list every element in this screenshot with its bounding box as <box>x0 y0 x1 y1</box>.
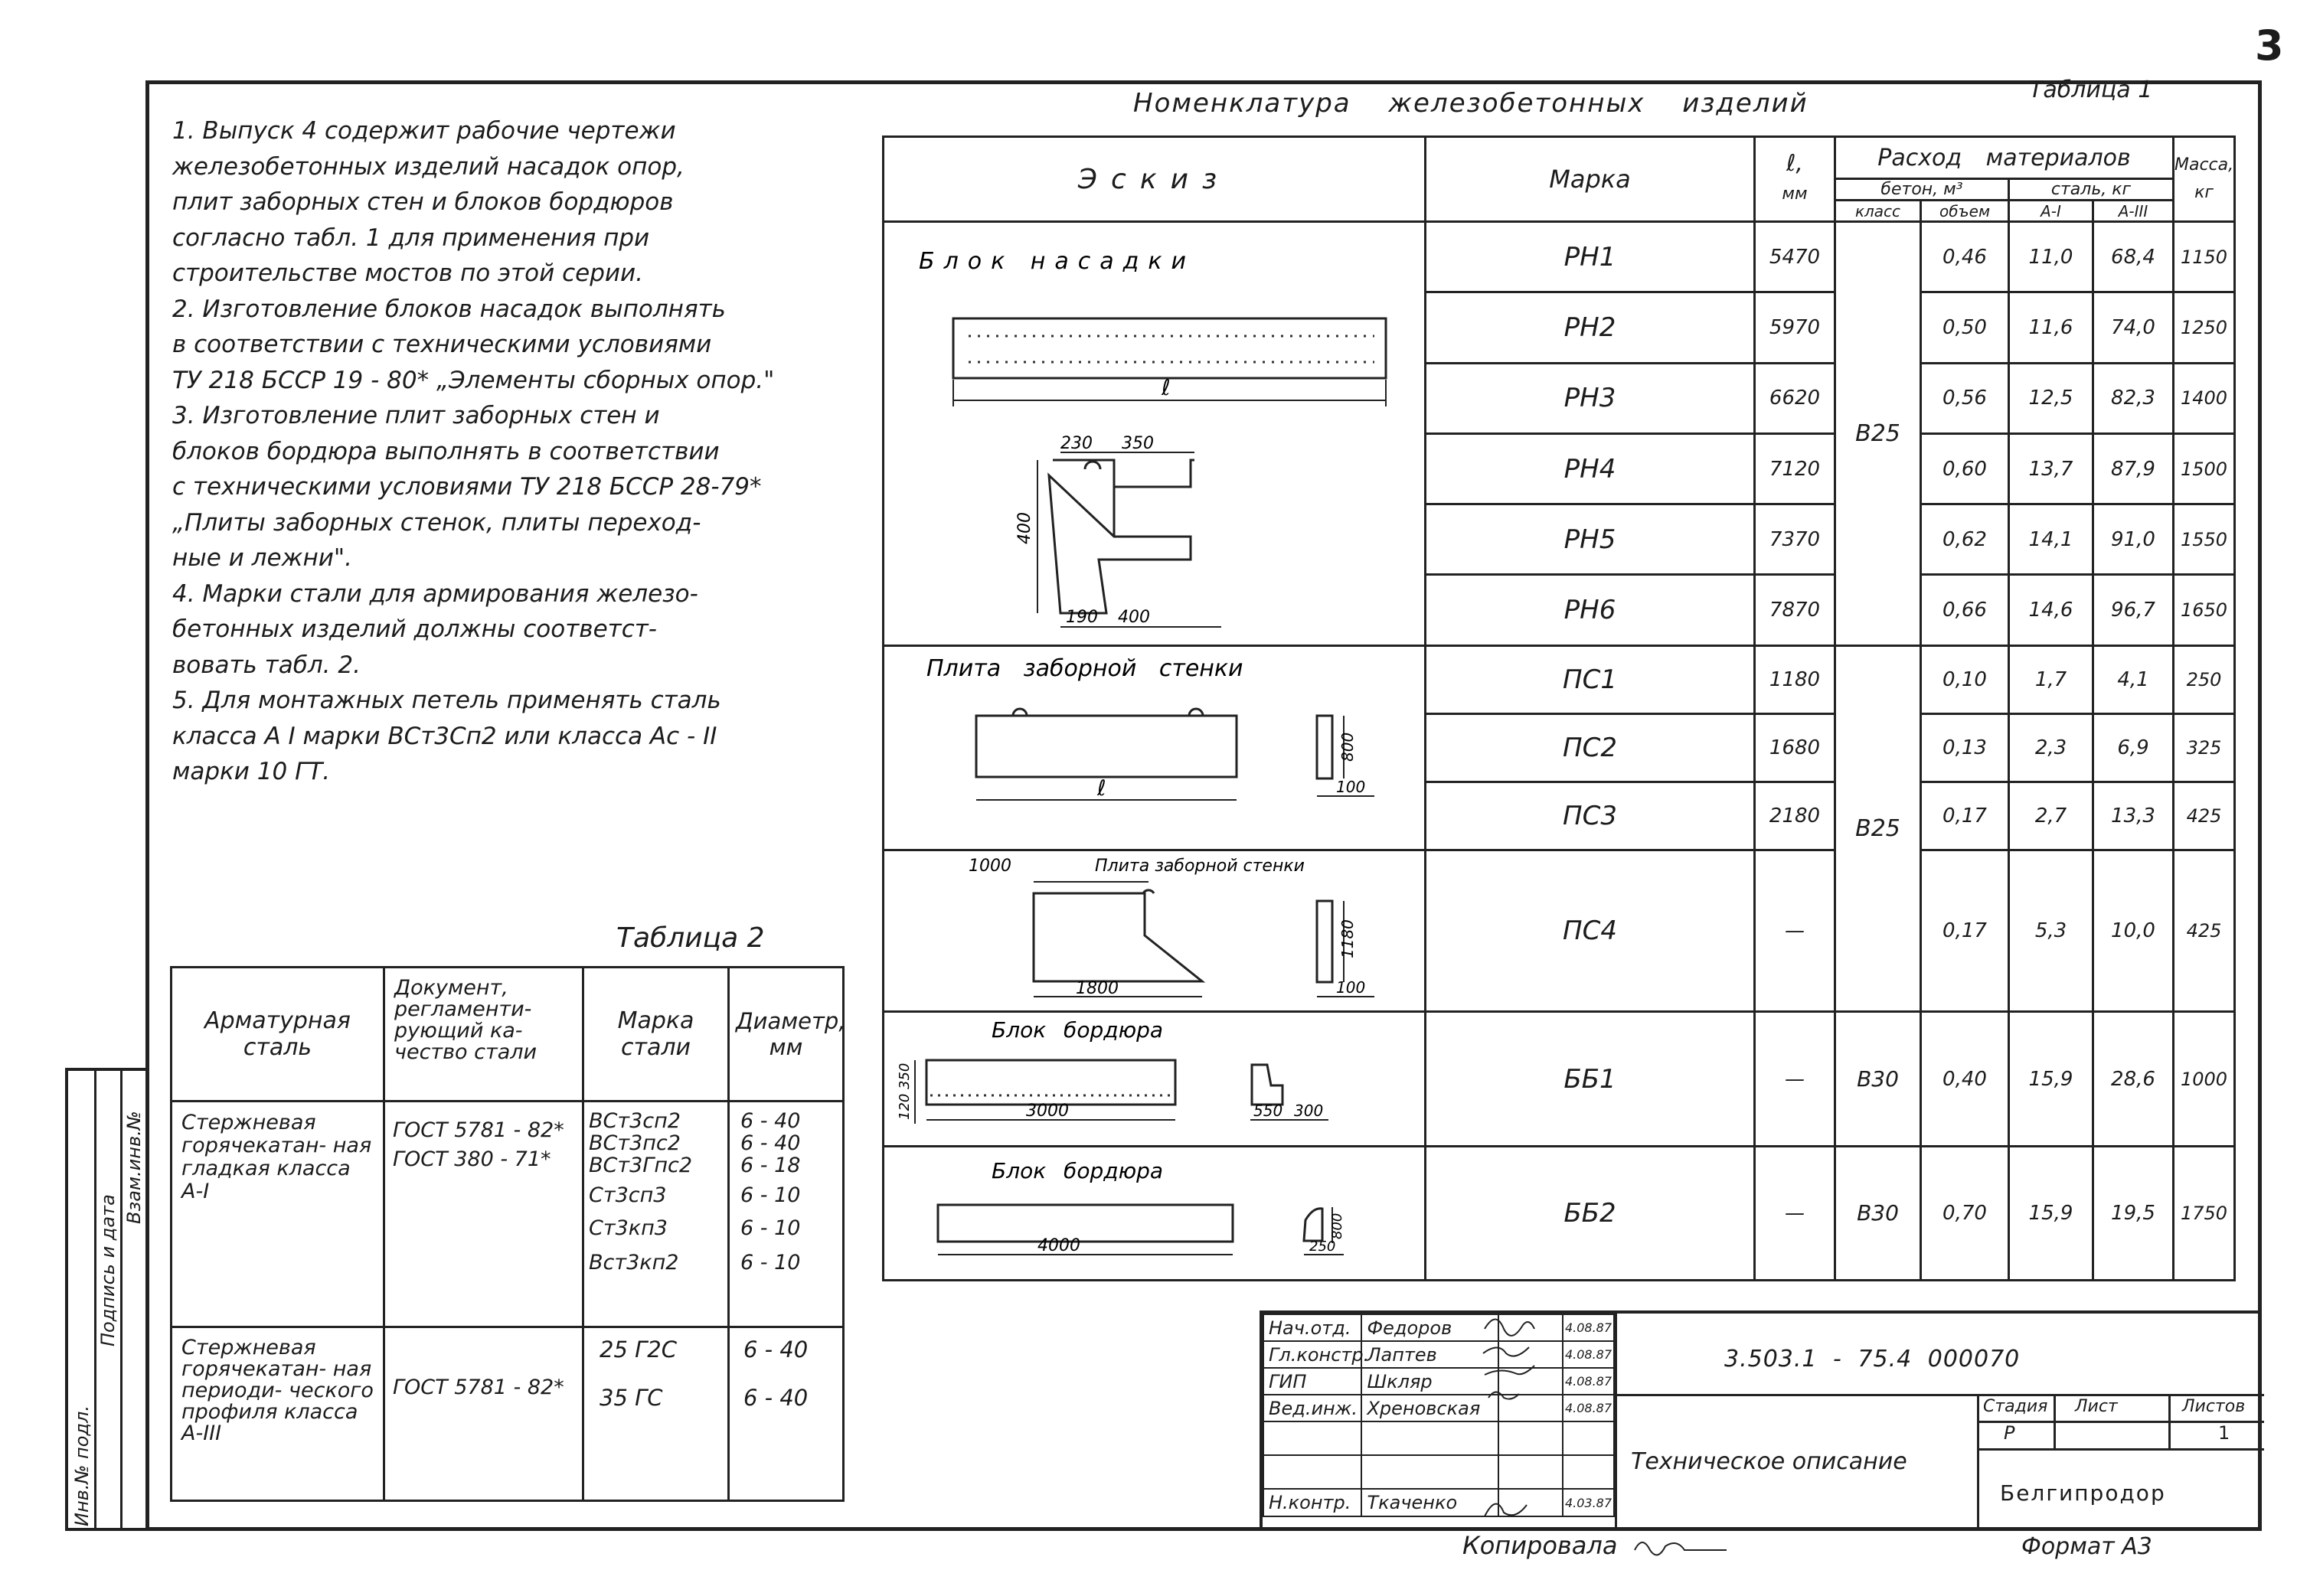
note-line: бетонных изделий должны соответст- <box>172 615 657 643</box>
t1-mass: 1250 <box>2174 292 2235 363</box>
t1-mass: 1550 <box>2174 504 2235 575</box>
stamp-role: Н.контр. <box>1263 1489 1361 1516</box>
t1-a3: 4,1 <box>2093 645 2174 713</box>
note-line: согласно табл. 1 для применения при <box>172 224 650 252</box>
sketch-title-ps: Плита заборной стенки <box>926 654 1243 682</box>
table2-cell-steel: Стержневая горячекатан- ная гладкая класса А-I <box>172 1102 384 1327</box>
t1-a3: 82,3 <box>2093 363 2174 433</box>
stamp-name: Лаптев <box>1361 1341 1498 1368</box>
t1-a1: 12,5 <box>2009 363 2093 433</box>
table2-mark: 35 ГС <box>600 1385 663 1411</box>
t1-header-concrete: бетон, м³ <box>1835 179 2009 201</box>
t1-mark: ПС1 <box>1426 645 1755 713</box>
table2-header-doc: Документ, регламенти- рующий ка- чество стали <box>384 968 583 1102</box>
table2-header-mark: Марка стали <box>583 968 729 1102</box>
t1-a3: 74,0 <box>2093 292 2174 363</box>
t1-class: В25 <box>1835 645 1921 1012</box>
signature-scribbles <box>1477 1306 1538 1528</box>
note-line: плит заборных стен и блоков бордюров <box>172 188 674 216</box>
table2-cell-steel: Стержневая горячекатан- ная периоди- ческого профиля класса А-III <box>172 1327 384 1501</box>
note-line: вовать табл. 2. <box>172 651 361 679</box>
t1-mark: РН6 <box>1426 575 1755 645</box>
sketch-bb2-len: 4000 <box>1037 1235 1080 1255</box>
side-strip <box>65 1068 145 1531</box>
sketch-rn-d3: 400 <box>1015 512 1034 545</box>
stamp-sheet-header: Лист <box>2075 1397 2118 1416</box>
table2-cell-doc: ГОСТ 5781 - 82* <box>384 1327 583 1501</box>
table2-mark: Ст3кп3 <box>589 1216 668 1240</box>
sketch-ps4-title-visible: Плита заборной стенки <box>1095 857 1305 876</box>
sketch-rn-d1: 230 <box>1060 434 1093 454</box>
t1-a1: 11,0 <box>2009 222 2093 292</box>
stamp-name: Федоров <box>1361 1314 1498 1341</box>
sketch-ps <box>884 647 1424 849</box>
t1-header-consumption: Расход материалов <box>1835 137 2174 179</box>
note-line: „Плиты заборных стенок, плиты переход- <box>172 508 701 537</box>
stamp-name: Хреновская <box>1361 1395 1498 1421</box>
t1-a3: 6,9 <box>2093 713 2174 782</box>
t1-a1: 11,6 <box>2009 292 2093 363</box>
sketch-title-rn: Блок насадки <box>919 248 1196 276</box>
title-block <box>1260 1310 2259 1529</box>
t1-class: В30 <box>1835 1012 1921 1146</box>
copy-signature <box>1631 1531 1730 1562</box>
note-line: строительстве мостов по этой серии. <box>172 259 644 287</box>
t1-mass: 1650 <box>2174 575 2235 645</box>
table2-diam: 6 - 18 <box>740 1154 801 1177</box>
sketch-ps4-t: 100 <box>1336 978 1366 997</box>
side-label-replace: Взам.инв.№ <box>123 1111 145 1224</box>
t1-mark: ПС3 <box>1426 782 1755 850</box>
sketch-bb2 <box>884 1147 1424 1279</box>
sketch-rn-d4: 190 <box>1066 608 1098 628</box>
sketch-rn-d5: 400 <box>1118 608 1150 628</box>
note-line: 4. Марки стали для армирования железо- <box>172 579 698 608</box>
side-label-inv: Инв.№ подл. <box>71 1405 93 1526</box>
sketch-bb1-a: 120 <box>897 1094 913 1121</box>
t1-mass: 425 <box>2174 850 2235 1012</box>
table2-header-diam: Диаметр, мм <box>729 968 844 1102</box>
t1-a3: 13,3 <box>2093 782 2174 850</box>
note-line: с техническими условиями ТУ 218 БССР 28-79* <box>172 473 762 501</box>
t1-header-volume: объем <box>1921 201 2009 222</box>
table1-caption: Номенклатура железобетонных изделий <box>1133 88 1809 119</box>
t1-volume: 0,50 <box>1921 292 2009 363</box>
stamp-code: 3.503.1 - 75.4 000070 <box>1724 1346 2021 1372</box>
t1-volume: 0,70 <box>1921 1146 2009 1280</box>
table2-diam: 6 - 10 <box>740 1251 801 1275</box>
t1-mass: 1400 <box>2174 363 2235 433</box>
t1-length: 2180 <box>1755 782 1835 850</box>
table2-cell-doc: ГОСТ 5781 - 82* ГОСТ 380 - 71* <box>384 1102 583 1327</box>
table2-diam: 6 - 40 <box>740 1131 801 1155</box>
t1-a1: 14,6 <box>2009 575 2093 645</box>
stamp-sheets-header: Листов <box>2182 1397 2246 1416</box>
sketch-ps-t: 100 <box>1336 777 1366 796</box>
t1-header-mass-unit: кг <box>2194 183 2214 203</box>
stamp-role: Гл.констр. <box>1263 1341 1361 1368</box>
t1-header-mark: Марка <box>1426 137 1755 222</box>
t1-header-a1: А-I <box>2009 201 2093 222</box>
note-line: 1. Выпуск 4 содержит рабочие чертежи <box>172 117 676 145</box>
sketch-ps-l: ℓ <box>1097 775 1106 801</box>
format-label: Формат А3 <box>2021 1533 2152 1560</box>
t1-mark: ББ1 <box>1426 1012 1755 1146</box>
t1-length: — <box>1755 1146 1835 1280</box>
table2-mark: ВСт3Гпс2 <box>589 1154 692 1177</box>
table2-header-steel: Арматурная сталь <box>172 968 384 1102</box>
table2-mark: Вст3кп2 <box>589 1251 679 1275</box>
sketch-bb1-b: 350 <box>897 1063 913 1090</box>
t1-a1: 15,9 <box>2009 1146 2093 1280</box>
t1-volume: 0,46 <box>1921 222 2009 292</box>
t1-length: 5970 <box>1755 292 1835 363</box>
t1-a3: 91,0 <box>2093 504 2174 575</box>
t1-mark: РН2 <box>1426 292 1755 363</box>
t1-a1: 2,3 <box>2009 713 2093 782</box>
table2-mark: Ст3сп3 <box>589 1183 667 1207</box>
stamp-role <box>1263 1421 1361 1455</box>
t1-volume: 0,60 <box>1921 433 2009 504</box>
t1-volume: 0,10 <box>1921 645 2009 713</box>
t1-header-sketch: Эскиз <box>884 137 1426 222</box>
sketch-title-bb2: Блок бордюра <box>992 1157 1164 1183</box>
stamp-name: Ткаченко <box>1361 1489 1498 1516</box>
table2-mark: 25 Г2С <box>600 1337 677 1363</box>
table1 <box>882 135 2236 1281</box>
t1-length: 7120 <box>1755 433 1835 504</box>
t1-length: 1680 <box>1755 713 1835 782</box>
t1-mark: РН5 <box>1426 504 1755 575</box>
stamp-date <box>1563 1455 1614 1489</box>
side-label-sign: Подпись и дата <box>97 1194 119 1346</box>
t1-length: 1180 <box>1755 645 1835 713</box>
t1-volume: 0,17 <box>1921 782 2009 850</box>
t1-header-class: класс <box>1835 201 1921 222</box>
note-line: железобетонных изделий насадок опор, <box>172 152 685 181</box>
t1-length: 7370 <box>1755 504 1835 575</box>
note-line: ТУ 218 БССР 19 - 80* „Элементы сборных опор." <box>172 366 775 394</box>
t1-a1: 1,7 <box>2009 645 2093 713</box>
t1-a3: 10,0 <box>2093 850 2174 1012</box>
t1-header-steel: сталь, кг <box>2009 179 2174 201</box>
stamp-title: Техническое описание <box>1631 1448 1907 1475</box>
table2-diam: 6 - 40 <box>743 1337 809 1363</box>
table2-mark: ВСт3сп2 <box>589 1109 681 1133</box>
t1-header-mass: Масса, <box>2174 155 2234 175</box>
stamp-role: ГИП <box>1263 1368 1361 1395</box>
t1-class: В25 <box>1835 222 1921 646</box>
t1-header-length: ℓ, <box>1786 150 1803 178</box>
stamp-role <box>1263 1455 1361 1489</box>
sketch-bb2-h: 800 <box>1329 1213 1345 1239</box>
t1-header-length-unit: мм <box>1782 184 1808 204</box>
table2-label: Таблица 2 <box>616 922 765 954</box>
t1-mark: ПС4 <box>1426 850 1755 1012</box>
stamp-role: Вед.инж. <box>1263 1395 1361 1421</box>
t1-mark: РН1 <box>1426 222 1755 292</box>
t1-mass: 1000 <box>2174 1012 2235 1146</box>
t1-length: 7870 <box>1755 575 1835 645</box>
t1-class: В30 <box>1835 1146 1921 1280</box>
t1-a3: 68,4 <box>2093 222 2174 292</box>
t1-mass: 1750 <box>2174 1146 2235 1280</box>
t1-header-a3: А-III <box>2093 201 2174 222</box>
table2-diam: 6 - 40 <box>743 1385 809 1411</box>
stamp-date: 4.08.87 <box>1563 1368 1614 1395</box>
t1-mark: РН3 <box>1426 363 1755 433</box>
table2-diam: 6 - 10 <box>740 1216 801 1240</box>
note-line: 3. Изготовление плит заборных стен и <box>172 402 660 429</box>
sketch-title-bb1: Блок бордюра <box>992 1017 1164 1043</box>
t1-mass: 1500 <box>2174 433 2235 504</box>
t1-mass: 325 <box>2174 713 2235 782</box>
sketch-bb2-w: 250 <box>1309 1238 1336 1255</box>
t1-length: — <box>1755 850 1835 1012</box>
t1-a3: 19,5 <box>2093 1146 2174 1280</box>
table2-mark: ВСт3пс2 <box>589 1131 681 1155</box>
notes <box>172 113 846 790</box>
sketch-bb1-len: 3000 <box>1026 1102 1069 1121</box>
t1-a1: 15,9 <box>2009 1012 2093 1146</box>
t1-volume: 0,62 <box>1921 504 2009 575</box>
t1-a1: 14,1 <box>2009 504 2093 575</box>
page-number: 3 <box>2255 21 2284 70</box>
t1-volume: 0,17 <box>1921 850 2009 1012</box>
sketch-bb1-w2: 300 <box>1294 1102 1324 1121</box>
stamp-date: 4.08.87 <box>1563 1341 1614 1368</box>
sketch-rn <box>884 223 1424 644</box>
t1-length: 6620 <box>1755 363 1835 433</box>
sketch-ps4-h: 1180 <box>1338 919 1357 959</box>
t1-volume: 0,56 <box>1921 363 2009 433</box>
t1-mass: 250 <box>2174 645 2235 713</box>
t1-a3: 28,6 <box>2093 1012 2174 1146</box>
stamp-name: Шкляр <box>1361 1368 1498 1395</box>
stamp-org: Белгипродор <box>2000 1480 2166 1506</box>
table2 <box>170 966 845 1502</box>
sketch-bb1-w1: 550 <box>1253 1102 1283 1121</box>
stamp-date: 4.08.87 <box>1563 1314 1614 1341</box>
note-line: марки 10 ГТ. <box>172 758 331 785</box>
t1-a3: 96,7 <box>2093 575 2174 645</box>
table2-diam: 6 - 40 <box>740 1109 801 1133</box>
note-line: 5. Для монтажных петель применять сталь <box>172 687 721 714</box>
t1-a1: 2,7 <box>2009 782 2093 850</box>
stamp-date <box>1563 1421 1614 1455</box>
note-line: 2. Изготовление блоков насадок выполнять <box>172 295 726 323</box>
t1-mass: 1150 <box>2174 222 2235 292</box>
t1-volume: 0,40 <box>1921 1012 2009 1146</box>
t1-length: 5470 <box>1755 222 1835 292</box>
t1-a3: 87,9 <box>2093 433 2174 504</box>
stamp-role: Нач.отд. <box>1263 1314 1361 1341</box>
t1-length: — <box>1755 1012 1835 1146</box>
sketch-ps4-top: 1000 <box>969 857 1011 876</box>
table2-diam: 6 - 10 <box>740 1183 801 1207</box>
sketch-rn-l: ℓ <box>1162 375 1171 401</box>
sketch-ps4 <box>884 851 1424 1010</box>
stamp-stage-header: Стадия <box>1983 1397 2048 1416</box>
sketch-ps4-bottom: 1800 <box>1076 979 1119 999</box>
t1-volume: 0,66 <box>1921 575 2009 645</box>
t1-a1: 13,7 <box>2009 433 2093 504</box>
table1-label: Таблица 1 <box>2029 77 2153 103</box>
stamp-date: 4.03.87 <box>1563 1489 1614 1516</box>
note-line: в соответствии с техническими условиями <box>172 331 712 358</box>
sketch-ps-h: 800 <box>1338 732 1357 762</box>
stamp-sheets: 1 <box>2218 1422 2230 1444</box>
t1-volume: 0,13 <box>1921 713 2009 782</box>
t1-mark: РН4 <box>1426 433 1755 504</box>
note-line: ные и лежни". <box>172 544 353 572</box>
stamp-signatures <box>1263 1314 1615 1517</box>
sketch-rn-d2: 350 <box>1122 434 1154 454</box>
note-line: блоков бордюра выполнять в соответствии <box>172 437 720 465</box>
t1-mark: ПС2 <box>1426 713 1755 782</box>
sketch-bb1 <box>884 1013 1424 1144</box>
t1-a1: 5,3 <box>2009 850 2093 1012</box>
copied-label: Копировала <box>1462 1531 1618 1560</box>
stamp-stage: Р <box>2004 1422 2015 1444</box>
note-line: класса А I марки ВСт3Сп2 или класса Ас - II <box>172 722 717 750</box>
stamp-date: 4.08.87 <box>1563 1395 1614 1421</box>
t1-mass: 425 <box>2174 782 2235 850</box>
t1-mark: ББ2 <box>1426 1146 1755 1280</box>
